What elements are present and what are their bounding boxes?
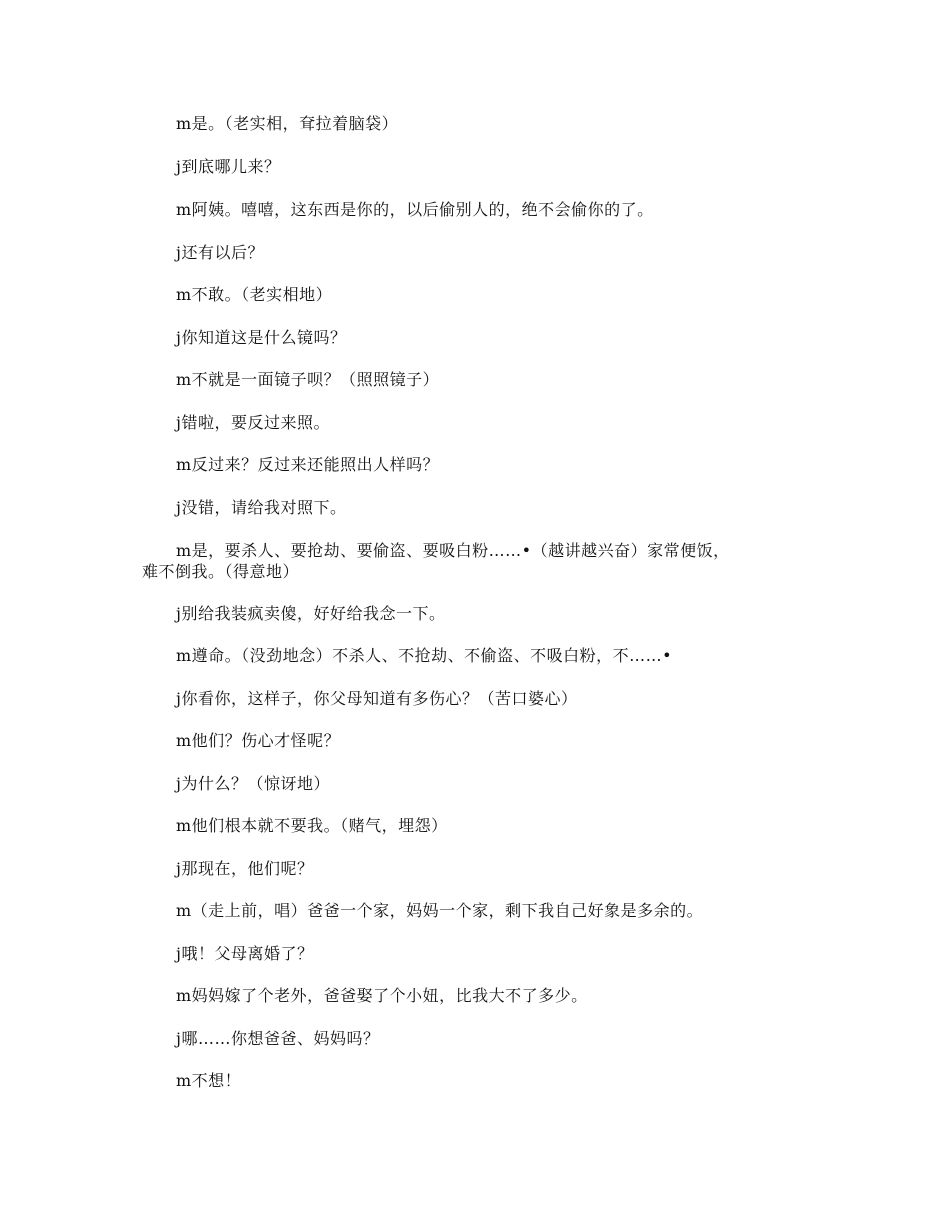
dialogue-line: j别给我装疯卖傻，好好给我念一下。	[176, 604, 446, 623]
dialogue-line: m他们？伤心才怪呢？	[176, 731, 341, 750]
dialogue-line: j到底哪儿来？	[176, 157, 281, 176]
dialogue-line: m不敢。（老实相地）	[176, 285, 333, 304]
dialogue-line: m遵命。（没劲地念）不杀人、不抢劫、不偷盗、不吸白粉，不……•	[176, 646, 673, 665]
dialogue-line: m是，要杀人、要抢劫、要偷盗、要吸白粉……•（越讲越兴奋）家常便饭，	[176, 541, 730, 560]
dialogue-line: j哦！父母离婚了？	[176, 944, 314, 963]
dialogue-line: j那现在，他们呢？	[176, 859, 314, 878]
dialogue-line: j还有以后？	[176, 243, 264, 262]
dialogue-line: j错啦，要反过来照。	[176, 413, 330, 432]
dialogue-line: m不想！	[176, 1071, 242, 1090]
dialogue-line: m妈妈嫁了个老外，爸爸娶了个小妞，比我大不了多少。	[176, 986, 588, 1005]
dialogue-line: m（走上前，唱）爸爸一个家，妈妈一个家，剩下我自己好象是多余的。	[176, 901, 704, 920]
dialogue-line: m是。（老实相，耷拉着脑袋）	[176, 114, 399, 133]
dialogue-line: j为什么？（惊讶地）	[176, 774, 330, 793]
dialogue-line: m反过来？反过来还能照出人样吗？	[176, 455, 440, 474]
dialogue-line-continuation: 难不倒我。（得意地）	[142, 562, 300, 581]
dialogue-line: j哪……你想爸爸、妈妈吗？	[176, 1029, 380, 1048]
dialogue-line: j没错，请给我对照下。	[176, 498, 347, 517]
dialogue-line: m他们根本就不要我。（赌气，埋怨）	[176, 816, 448, 835]
dialogue-line: m不就是一面镜子呗？（照照镜子）	[176, 370, 440, 389]
dialogue-line: m阿姨。嘻嘻，这东西是你的，以后偷别人的，绝不会偷你的了。	[176, 200, 654, 219]
dialogue-line: j你看你，这样子，你父母知道有多伤心？（苦口婆心）	[176, 689, 578, 708]
dialogue-line: j你知道这是什么镜吗？	[176, 328, 347, 347]
